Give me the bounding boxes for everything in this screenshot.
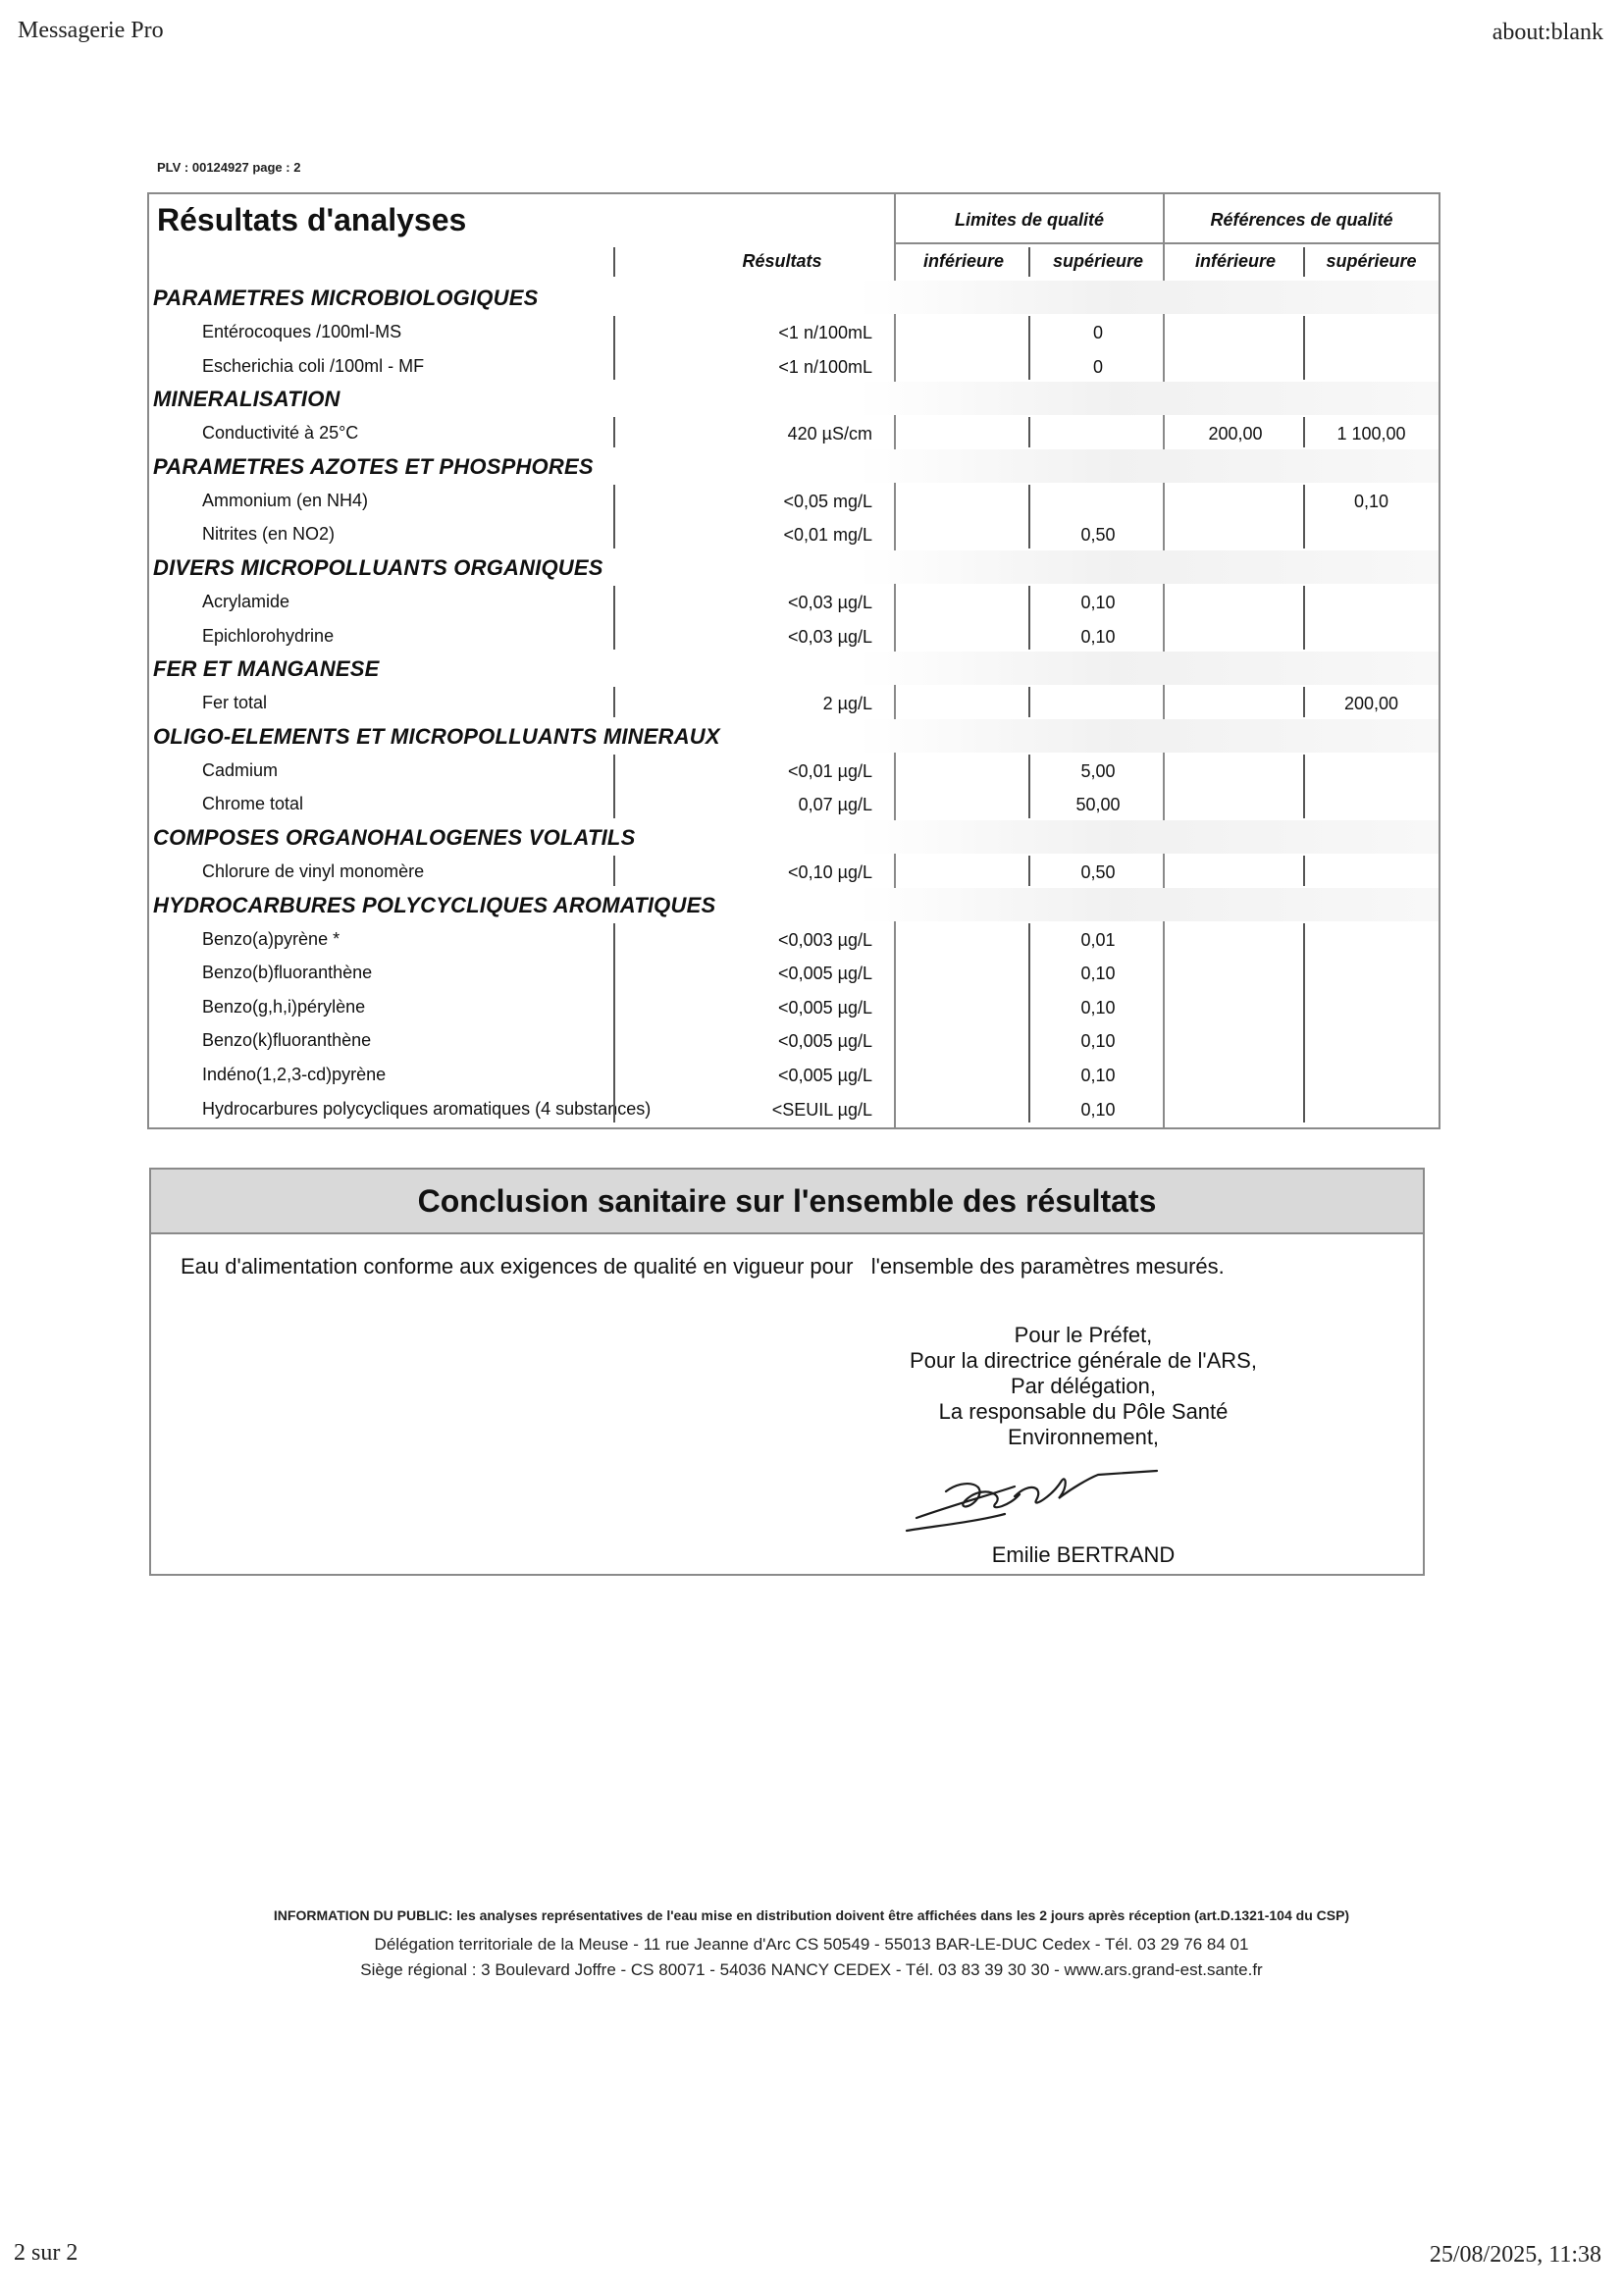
cell-divider [1028,586,1030,650]
result-value: 2 µg/L [822,694,872,714]
results-table [147,192,1440,1129]
signature-line: Pour la directrice générale de l'ARS, [910,1348,1257,1373]
section-label: HYDROCARBURES POLYCYCLIQUES AROMATIQUES [153,892,716,917]
parameter-name: Benzo(g,h,i)pérylène [202,996,366,1017]
limit-upper: 0,10 [1080,997,1116,1018]
conclusion-title: Conclusion sanitaire sur l'ensemble des résultats [151,1170,1423,1234]
result-value: <0,03 µg/L [788,626,872,647]
signature-line: La responsable du Pôle Santé [938,1399,1229,1424]
table-row [149,516,1439,549]
section-label: OLIGO-ELEMENTS ET MICROPOLLUANTS MINERAUX [153,723,720,749]
table-row [149,618,1439,652]
parameter-name: Chrome total [202,794,304,814]
ref-upper: 0,10 [1353,491,1389,511]
cell-divider [1303,417,1305,447]
parameter-name: Benzo(a)pyrène * [202,928,340,949]
print-page-counter: 2 sur 2 [14,2240,79,2266]
cell-divider [1303,755,1305,818]
address-delegation: Délégation territoriale de la Meuse - 11 rue Jeanne d'Arc CS 50549 - 55013 BAR-LE-DUC Cedex - Tél. 03 29 76 84 01 [374,1935,1249,1954]
result-value: <1 n/100mL [778,323,872,342]
parameter-name: Nitrites (en NO2) [202,524,336,545]
cell-divider [613,856,615,886]
cell-divider [1028,417,1030,447]
section-header [149,382,1439,415]
section-label: PARAMETRES AZOTES ET PHOSPHORES [153,453,594,479]
limit-upper: 0,10 [1080,964,1116,984]
limits-header: Limites de qualité [954,210,1105,230]
result-value: <0,003 µg/L [778,929,872,950]
section-header [149,550,1439,584]
result-value: <SEUIL µg/L [771,1099,872,1120]
cell-divider [1303,586,1305,650]
section-label: PARAMETRES MICROBIOLOGIQUES [153,286,539,310]
parameter-name: Escherichia coli /100ml - MF [202,355,425,376]
print-datetime: 25/08/2025, 11:38 [1429,2242,1601,2268]
cell-divider [1028,687,1030,717]
limit-upper: 0,50 [1080,862,1116,882]
parameter-name: Benzo(k)fluoranthène [202,1030,372,1051]
limit-upper: 0,10 [1080,1031,1116,1052]
result-value: <0,005 µg/L [778,964,872,984]
result-value: <0,005 µg/L [778,1031,872,1052]
table-title: Résultats d'analyses [157,202,467,237]
table-row [149,1057,1439,1090]
result-value: 420 µS/cm [787,424,872,444]
result-value: <0,005 µg/L [778,997,872,1018]
section-label: FER ET MANGANESE [153,656,380,682]
cell-divider [613,316,615,380]
plv-reference: PLV : 00124927 page : 2 [157,160,301,175]
cell-divider [613,923,615,1123]
table-row [149,348,1439,382]
limit-upper: 0 [1092,356,1103,377]
section-header [149,652,1439,685]
section-header [149,719,1439,753]
cell-divider [613,755,615,818]
conclusion-box [149,1168,1425,1576]
cell-divider [1303,923,1305,1123]
signature-line: Pour le Préfet, [1014,1323,1153,1347]
limit-upper: 5,00 [1080,760,1116,781]
section-header [149,449,1439,483]
cell-divider [613,687,615,717]
limit-upper: 0,10 [1080,1066,1116,1085]
conclusion-text: Eau d'alimentation conforme aux exigences de qualité en vigueur pour l'ensemble des paramètres mesurés. [181,1254,1225,1278]
cell-divider [1303,687,1305,717]
limit-upper: 0,10 [1080,593,1116,612]
section-label: COMPOSES ORGANOHALOGENES VOLATILS [153,825,636,850]
result-value: 0,07 µg/L [798,795,872,815]
print-header-url: about:blank [1492,20,1603,45]
cell-divider [1028,755,1030,818]
parameter-name: Epichlorohydrine [202,625,335,646]
result-value: <0,03 µg/L [788,593,872,612]
table-row [149,1091,1439,1124]
parameter-name: Benzo(b)fluoranthène [202,963,373,983]
result-value: <0,01 µg/L [788,760,872,781]
ref-lower-header: inférieure [1194,251,1277,271]
table-row [149,786,1439,819]
limit-lower-header: inférieure [922,251,1005,271]
parameter-name: Cadmium [202,759,279,780]
ref-upper-header: supérieure [1326,251,1417,271]
parameter-name: Fer total [202,693,268,713]
result-value: <0,01 mg/L [783,525,872,546]
signature-line: Environnement, [1007,1425,1160,1449]
section-header [149,888,1439,921]
table-row [149,415,1439,448]
cell-divider [1303,856,1305,886]
table-row [149,584,1439,617]
parameter-name: Hydrocarbures polycycliques aromatiques (4 substances) [202,1098,652,1119]
result-value: <0,05 mg/L [783,491,872,511]
public-information-lead: INFORMATION DU PUBLIC: [273,1907,453,1923]
table-row [149,314,1439,347]
signer-name: Emilie BERTRAND [991,1542,1176,1567]
cell-divider [1303,485,1305,548]
limit-upper-header: supérieure [1052,251,1144,271]
table-row [149,753,1439,786]
limit-upper: 0,10 [1080,1099,1116,1120]
table-row [149,854,1439,887]
table-row [149,1022,1439,1056]
parameter-name: Acrylamide [202,592,290,611]
cell-divider [1028,316,1030,380]
ref-lower: 200,00 [1208,424,1263,444]
limit-upper: 50,00 [1075,795,1121,815]
parameter-name: Entérocoques /100ml-MS [202,322,402,341]
section-label: DIVERS MICROPOLLUANTS ORGANIQUES [153,555,603,580]
section-header [149,281,1439,314]
cell-divider [1028,485,1030,548]
signature-block [848,1323,1319,1450]
header-separator [894,242,1439,244]
print-header-title: Messagerie Pro [18,18,164,43]
cell-divider [613,586,615,650]
references-header: Références de qualité [1210,210,1393,230]
cell-divider [613,417,615,447]
ref-upper: 200,00 [1343,694,1399,714]
parameter-name: Conductivité à 25°C [202,423,359,444]
cell-divider [1028,856,1030,886]
limit-upper: 0 [1092,323,1103,342]
limit-upper: 0,50 [1080,525,1116,546]
table-row [149,685,1439,718]
results-header: Résultats [742,251,822,271]
signature-line: Par délégation, [1011,1374,1156,1398]
address-headquarters: Siège régional : 3 Boulevard Joffre - CS 80071 - 54036 NANCY CEDEX - Tél. 03 83 39 30 30 - www.ars.grand-est.sante.fr [360,1960,1263,1979]
cell-divider [1303,316,1305,380]
limit-upper: 0,01 [1080,929,1116,950]
ref-upper: 1 100,00 [1336,424,1406,444]
parameter-name: Chlorure de vinyl monomère [202,861,425,881]
section-header [149,820,1439,854]
limit-upper: 0,10 [1080,626,1116,647]
cell-divider [613,485,615,548]
result-value: <1 n/100mL [778,356,872,377]
parameter-name: Ammonium (en NH4) [202,490,369,510]
handwritten-signature [897,1457,1191,1545]
table-row [149,921,1439,955]
table-row [149,989,1439,1022]
refs-sub-divider [1303,247,1305,277]
cell-divider [1028,923,1030,1123]
section-label: MINERALISATION [153,387,340,412]
result-value: <0,10 µg/L [788,862,872,882]
parameter-name: Indéno(1,2,3-cd)pyrène [202,1065,387,1084]
public-information-text: les analyses représentatives de l'eau mise en distribution doivent être affichées dans les 2 jours après réception (art.D.1321-104 du CSP) [452,1907,1350,1923]
limits-sub-divider [1028,247,1030,277]
table-row [149,483,1439,516]
table-row [149,955,1439,988]
results-col-divider [613,247,615,277]
public-information [0,1907,1623,1923]
result-value: <0,005 µg/L [778,1066,872,1085]
